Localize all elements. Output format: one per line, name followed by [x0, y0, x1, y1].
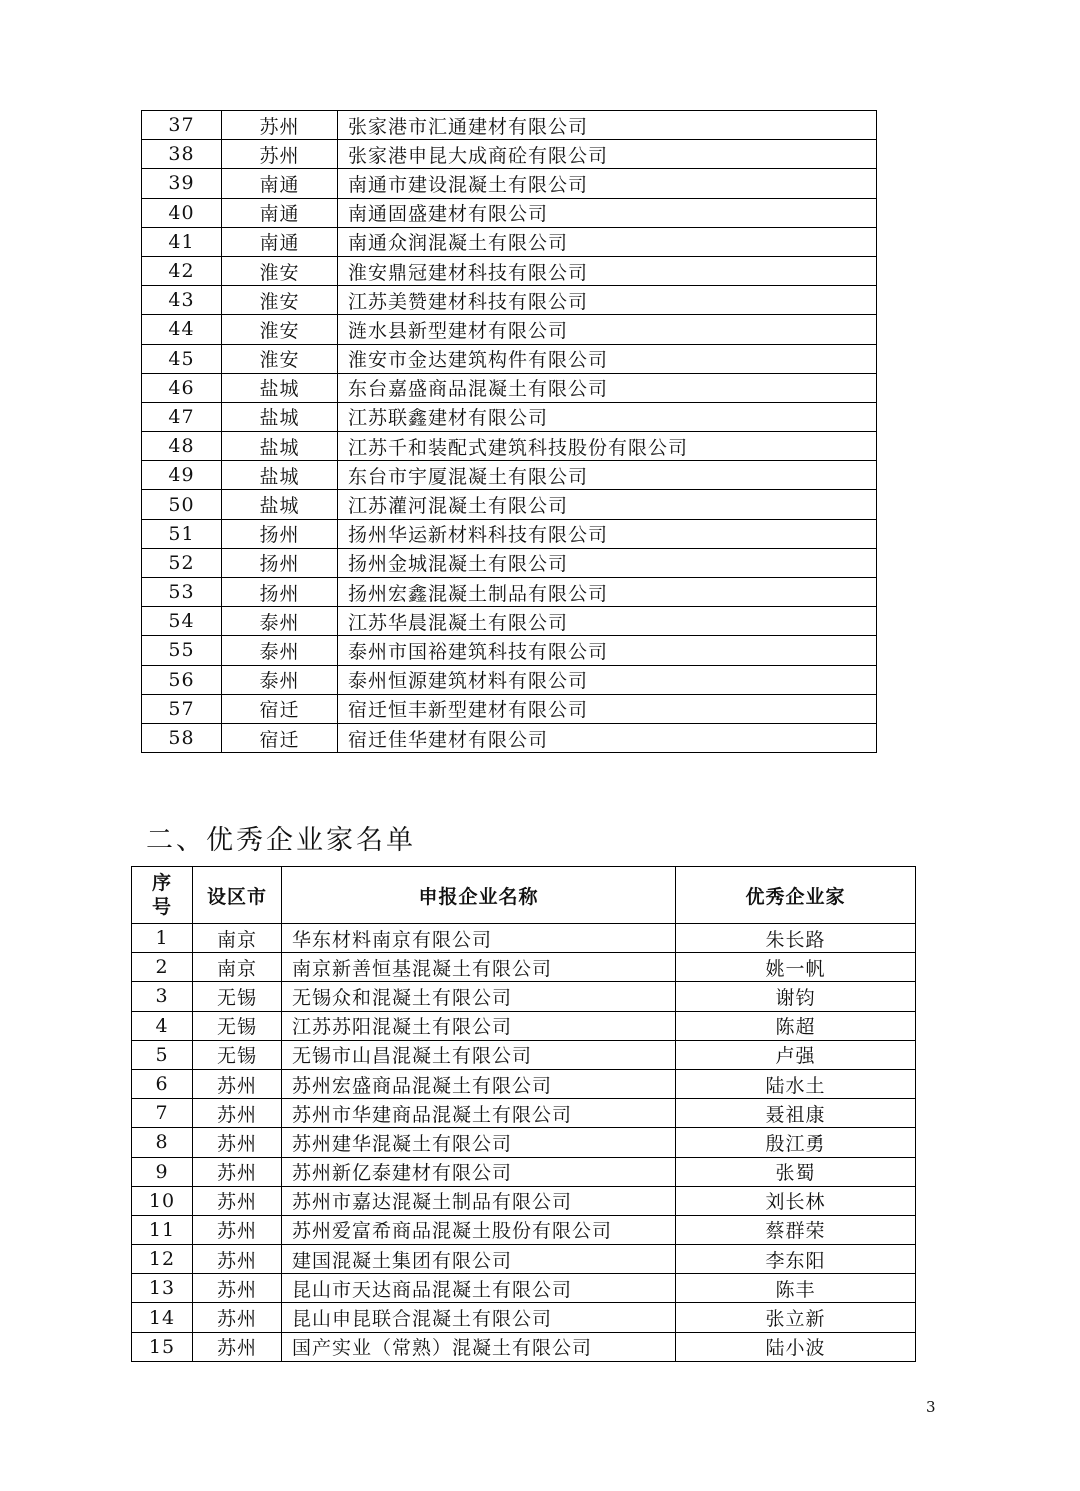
cell-company-name: 南通市建设混凝土有限公司: [338, 169, 877, 198]
cell-company-name: 江苏联鑫建材有限公司: [338, 402, 877, 431]
cell-city: 苏州: [193, 1245, 282, 1274]
cell-entrepreneur: 刘长林: [676, 1186, 916, 1215]
cell-serial-number: 41: [142, 227, 222, 256]
table-row: [132, 1040, 916, 1069]
cell-company-name: 张家港市汇通建材有限公司: [338, 111, 877, 140]
cell-serial-number: 38: [142, 140, 222, 169]
table-row: [142, 402, 877, 431]
cell-city: 南通: [222, 198, 338, 227]
enterprise-list-body: [142, 111, 877, 753]
cell-city: 淮安: [222, 286, 338, 315]
cell-entrepreneur: 陆水土: [676, 1069, 916, 1098]
header-serial-number: [132, 867, 193, 924]
cell-city: 泰州: [222, 607, 338, 636]
table-row: [142, 432, 877, 461]
table-row: [142, 461, 877, 490]
cell-serial-number: 3: [132, 982, 193, 1011]
cell-serial-number: 58: [142, 723, 222, 752]
cell-city: 无锡: [193, 1011, 282, 1040]
table-row: [142, 694, 877, 723]
cell-company-name: 宿迁佳华建材有限公司: [338, 723, 877, 752]
cell-company-name: 南通固盛建材有限公司: [338, 198, 877, 227]
table-row: [132, 1011, 916, 1040]
cell-serial-number: 37: [142, 111, 222, 140]
cell-entrepreneur: 张蜀: [676, 1157, 916, 1186]
cell-company-name: 南京新善恒基混凝土有限公司: [282, 953, 676, 982]
cell-serial-number: 44: [142, 315, 222, 344]
cell-serial-number: 10: [132, 1186, 193, 1215]
cell-city: 盐城: [222, 490, 338, 519]
cell-company-name: 无锡众和混凝土有限公司: [282, 982, 676, 1011]
table-row: [142, 519, 877, 548]
cell-city: 无锡: [193, 1040, 282, 1069]
entrepreneur-list-table: [131, 866, 916, 1362]
cell-entrepreneur: 朱长路: [676, 924, 916, 953]
cell-company-name: 南通众润混凝土有限公司: [338, 227, 877, 256]
cell-serial-number: 9: [132, 1157, 193, 1186]
cell-city: 苏州: [193, 1099, 282, 1128]
cell-serial-number: 14: [132, 1303, 193, 1332]
cell-serial-number: 11: [132, 1215, 193, 1244]
cell-serial-number: 15: [132, 1332, 193, 1361]
cell-company-name: 苏州市嘉达混凝土制品有限公司: [282, 1186, 676, 1215]
cell-company-name: 东台市宇厦混凝土有限公司: [338, 461, 877, 490]
cell-entrepreneur: 聂祖康: [676, 1099, 916, 1128]
table-row: [142, 140, 877, 169]
cell-company-name: 扬州宏鑫混凝土制品有限公司: [338, 578, 877, 607]
cell-entrepreneur: 陈丰: [676, 1274, 916, 1303]
cell-city: 苏州: [193, 1186, 282, 1215]
cell-city: 苏州: [222, 111, 338, 140]
cell-serial-number: 8: [132, 1128, 193, 1157]
cell-serial-number: 56: [142, 665, 222, 694]
cell-city: 南通: [222, 169, 338, 198]
table-header-row: [132, 867, 916, 924]
table-row: [132, 1303, 916, 1332]
table-row: [142, 111, 877, 140]
cell-company-name: 昆山市天达商品混凝土有限公司: [282, 1274, 676, 1303]
cell-entrepreneur: 张立新: [676, 1303, 916, 1332]
table-row: [132, 1274, 916, 1303]
cell-company-name: 江苏华晨混凝土有限公司: [338, 607, 877, 636]
cell-company-name: 苏州爱富希商品混凝土股份有限公司: [282, 1215, 676, 1244]
table-row: [132, 924, 916, 953]
cell-company-name: 泰州市国裕建筑科技有限公司: [338, 636, 877, 665]
table-row: [142, 315, 877, 344]
cell-city: 淮安: [222, 344, 338, 373]
table-row: [142, 344, 877, 373]
cell-city: 南通: [222, 227, 338, 256]
cell-company-name: 江苏苏阳混凝土有限公司: [282, 1011, 676, 1040]
cell-serial-number: 46: [142, 373, 222, 402]
section-title: 二、优秀企业家名单: [146, 825, 416, 856]
cell-company-name: 张家港申昆大成商砼有限公司: [338, 140, 877, 169]
table-row: [142, 198, 877, 227]
cell-city: 苏州: [193, 1332, 282, 1361]
cell-city: 苏州: [193, 1303, 282, 1332]
cell-entrepreneur: 姚一帆: [676, 953, 916, 982]
cell-company-name: 昆山申昆联合混凝土有限公司: [282, 1303, 676, 1332]
cell-serial-number: 40: [142, 198, 222, 227]
header-city: 设区市: [193, 867, 282, 924]
cell-serial-number: 13: [132, 1274, 193, 1303]
table-row: [132, 1099, 916, 1128]
cell-company-name: 扬州华运新材料科技有限公司: [338, 519, 877, 548]
cell-company-name: 江苏千和装配式建筑科技股份有限公司: [338, 432, 877, 461]
cell-serial-number: 53: [142, 578, 222, 607]
cell-city: 盐城: [222, 402, 338, 431]
cell-serial-number: 45: [142, 344, 222, 373]
cell-serial-number: 57: [142, 694, 222, 723]
table-row: [142, 723, 877, 752]
cell-serial-number: 48: [142, 432, 222, 461]
cell-company-name: 扬州金城混凝土有限公司: [338, 548, 877, 577]
cell-city: 苏州: [193, 1215, 282, 1244]
cell-company-name: 苏州宏盛商品混凝土有限公司: [282, 1069, 676, 1098]
cell-city: 苏州: [193, 1157, 282, 1186]
table-row: [132, 1157, 916, 1186]
cell-city: 泰州: [222, 636, 338, 665]
cell-entrepreneur: 殷江勇: [676, 1128, 916, 1157]
cell-serial-number: 50: [142, 490, 222, 519]
cell-company-name: 江苏灌河混凝土有限公司: [338, 490, 877, 519]
cell-serial-number: 49: [142, 461, 222, 490]
cell-city: 宿迁: [222, 723, 338, 752]
table-row: [142, 490, 877, 519]
cell-entrepreneur: 卢强: [676, 1040, 916, 1069]
cell-serial-number: 54: [142, 607, 222, 636]
cell-city: 盐城: [222, 461, 338, 490]
cell-company-name: 华东材料南京有限公司: [282, 924, 676, 953]
table-row: [142, 636, 877, 665]
cell-entrepreneur: 谢钧: [676, 982, 916, 1011]
cell-serial-number: 43: [142, 286, 222, 315]
cell-city: 淮安: [222, 256, 338, 285]
cell-city: 南京: [193, 953, 282, 982]
cell-entrepreneur: 陈超: [676, 1011, 916, 1040]
table-row: [132, 982, 916, 1011]
cell-serial-number: 5: [132, 1040, 193, 1069]
cell-company-name: 淮安鼎冠建材科技有限公司: [338, 256, 877, 285]
cell-company-name: 苏州建华混凝土有限公司: [282, 1128, 676, 1157]
cell-entrepreneur: 陆小波: [676, 1332, 916, 1361]
table-row: [132, 1128, 916, 1157]
table-row: [142, 373, 877, 402]
cell-city: 扬州: [222, 578, 338, 607]
cell-company-name: 江苏美赞建材科技有限公司: [338, 286, 877, 315]
table-row: [142, 607, 877, 636]
cell-serial-number: 52: [142, 548, 222, 577]
header-company-name: 申报企业名称: [282, 867, 676, 924]
table-row: [132, 1245, 916, 1274]
cell-serial-number: 39: [142, 169, 222, 198]
page-number: 3: [926, 1398, 936, 1416]
cell-serial-number: 47: [142, 402, 222, 431]
cell-city: 苏州: [193, 1069, 282, 1098]
cell-entrepreneur: 李东阳: [676, 1245, 916, 1274]
cell-company-name: 无锡市山昌混凝土有限公司: [282, 1040, 676, 1069]
table-row: [142, 548, 877, 577]
cell-company-name: 涟水县新型建材有限公司: [338, 315, 877, 344]
table-row: [142, 169, 877, 198]
cell-city: 泰州: [222, 665, 338, 694]
cell-city: 淮安: [222, 315, 338, 344]
header-entrepreneur: 优秀企业家: [676, 867, 916, 924]
cell-company-name: 建国混凝土集团有限公司: [282, 1245, 676, 1274]
cell-city: 扬州: [222, 548, 338, 577]
table-row: [142, 286, 877, 315]
cell-entrepreneur: 蔡群荣: [676, 1215, 916, 1244]
cell-city: 宿迁: [222, 694, 338, 723]
cell-company-name: 苏州新亿泰建材有限公司: [282, 1157, 676, 1186]
cell-company-name: 苏州市华建商品混凝土有限公司: [282, 1099, 676, 1128]
cell-serial-number: 6: [132, 1069, 193, 1098]
cell-company-name: 泰州恒源建筑材料有限公司: [338, 665, 877, 694]
cell-serial-number: 7: [132, 1099, 193, 1128]
cell-serial-number: 1: [132, 924, 193, 953]
cell-company-name: 国产实业（常熟）混凝土有限公司: [282, 1332, 676, 1361]
table-row: [132, 1215, 916, 1244]
cell-city: 苏州: [193, 1128, 282, 1157]
cell-serial-number: 51: [142, 519, 222, 548]
table-row: [142, 578, 877, 607]
cell-city: 苏州: [193, 1274, 282, 1303]
cell-company-name: 淮安市金达建筑构件有限公司: [338, 344, 877, 373]
table-row: [132, 1332, 916, 1361]
cell-serial-number: 12: [132, 1245, 193, 1274]
cell-serial-number: 55: [142, 636, 222, 665]
header-serial-number-text: 序号: [151, 872, 172, 918]
cell-city: 盐城: [222, 432, 338, 461]
cell-city: 苏州: [222, 140, 338, 169]
cell-company-name: 宿迁恒丰新型建材有限公司: [338, 694, 877, 723]
entrepreneur-list-body: [132, 924, 916, 1362]
cell-company-name: 东台嘉盛商品混凝土有限公司: [338, 373, 877, 402]
cell-serial-number: 2: [132, 953, 193, 982]
cell-serial-number: 42: [142, 256, 222, 285]
table-row: [142, 256, 877, 285]
cell-city: 南京: [193, 924, 282, 953]
enterprise-list-table-continued: [141, 110, 877, 753]
cell-city: 扬州: [222, 519, 338, 548]
cell-serial-number: 4: [132, 1011, 193, 1040]
table-row: [132, 1186, 916, 1215]
table-row: [132, 1069, 916, 1098]
cell-city: 无锡: [193, 982, 282, 1011]
cell-city: 盐城: [222, 373, 338, 402]
table-row: [132, 953, 916, 982]
table-row: [142, 227, 877, 256]
table-row: [142, 665, 877, 694]
